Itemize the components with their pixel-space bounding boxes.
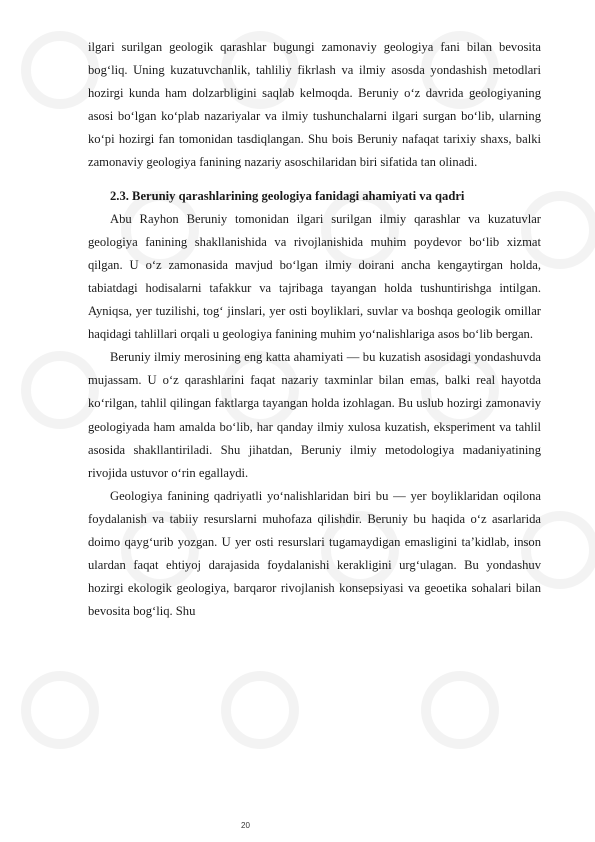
section-paragraph-2: Beruniy ilmiy merosining eng katta ahamiyati — bu kuzatish asosidagi yondashuvda mujassam. U o‘z qarashlarini faqat nazariy taxminlar bilan emas, balki real hayotda ko‘rilgan, tahlil qilingan faktlarga tayangan holda izohlagan. Bu uslub hozirgi zamonaviy geologiyada ham amalda bo‘lib, har qanday ilmiy xulosa kuzatish, eksperiment va tahlil asosida shakllantiriladi. Shu jihatdan, Beruniy ilmiy metodologiya madaniyatining rivojida ustuvor o‘rin egallaydi. [88,350,541,480]
section-paragraph-3: Geologiya fanining qadriyatli yo‘nalishlaridan biri bu — yer boyliklaridan oqilona foydalanish va tabiiy resurslarni muhofaza qilishdir. Beruniy bu haqida o‘z asarlarida doimo qayg‘urib yozgan. U yer osti resurslari tugamaydigan emasligini ta’kidlab, inson ulardan faqat ehtiyoj darajasida foydalanishi kerakligini urg‘ulagan. Bu yondashuv hozirgi ekologik geologiya, barqaror rivojlanish konsepsiyasi va geoetika sohalari bilan bevosita bog‘liq. Shu [88,488,541,619]
page-number-text: 20 [241,821,250,830]
section-title: 2.3. Beruniy qarashlarining geologiya fanidagi ahamiyati va qadri [110,188,465,203]
document-page [88,36,541,623]
intro-paragraph: ilgari surilgan geologik qarashlar bugungi zamonaviy geologiya fani bilan bevosita bog‘liq. Uning kuzatuvchanlik, tahliliy fikrlash va ilmiy asosda yondashish metodlari hozirgi kunda ham dolzarbligini saqlab kelmoqda. Beruniy o‘z davrida geologiyaning asosi bo‘lgan ko‘plab nazariyalar va ilmiy tushunchalarni ilgari surgan bo‘lib, ularning ko‘pi hozirgi fan tomonidan tasdiqlangan. Shu bois Beruniy nafaqat tarixiy shaxs, balki zamonaviy geologiya fanining nazariy asoschilaridan biri sifatida tan olinadi. [88,40,541,170]
page-number [0,821,595,830]
section-paragraph-1: Abu Rayhon Beruniy tomonidan ilgari surilgan ilmiy qarashlar va kuzatuvlar geologiya fanining shakllanishida va rivojlanishida muhim poydevor bo‘lib xizmat qilgan. U o‘z zamonasida mavjud bo‘lgan ilmiy doirani ancha kengaytirgan holda, tabiatdagi hodisalarni tafakkur va tajribaga tayangan holda tushuntirishga intilgan. Ayniqsa, yer tuzilishi, tog‘ jinslari, yer osti boyliklari, suvlar va boshqa geologik omillar haqidagi tahlillari orqali u geologiya fanining muhim yo‘nalishlariga asos bo‘lib bergan. [88,211,541,342]
